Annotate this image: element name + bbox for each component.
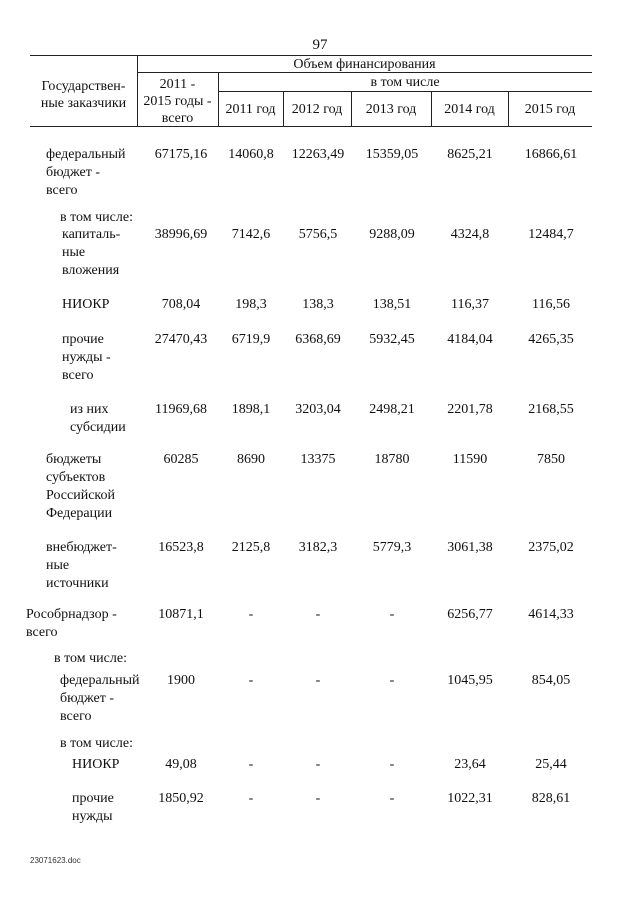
header-year: 2015 год [524, 102, 576, 117]
cell-year: - [248, 791, 254, 806]
row-label-line: всего [46, 183, 78, 198]
cell-year: 9288,09 [369, 227, 415, 242]
cell-year: - [248, 757, 254, 772]
cell-total: 10871,1 [158, 607, 204, 622]
row-label [26, 209, 185, 227]
cell-total: 1900 [167, 673, 195, 688]
cell-year: 5779,3 [372, 540, 412, 555]
cell-year: 8690 [237, 452, 265, 467]
header-total-line: 2011 - [159, 77, 196, 92]
row-label-line: из них [70, 402, 109, 417]
cell-year: 7850 [537, 452, 565, 467]
cell-year: - [389, 757, 395, 772]
row-label-line: ные [62, 245, 86, 260]
cell-year: 854,05 [531, 673, 571, 688]
cell-year: 6256,77 [447, 607, 493, 622]
cell-total: 60285 [163, 452, 199, 467]
row-label-line: НИОКР [62, 297, 110, 312]
row-label-line: бюджет - [46, 165, 100, 180]
cell-year: 25,44 [535, 757, 567, 772]
cell-year: 11590 [452, 452, 488, 467]
cell-year: - [389, 791, 395, 806]
row-label-line: субсидии [70, 420, 126, 435]
row-label-line: прочие [72, 791, 114, 806]
cell-year: 6719,9 [231, 332, 271, 347]
cell-year: 8625,21 [447, 147, 493, 162]
header-year: 2013 год [365, 102, 417, 117]
cell-total: 1850,92 [158, 791, 204, 806]
row-label-line: всего [26, 625, 58, 640]
cell-year: 1022,31 [447, 791, 493, 806]
cell-year: 4324,8 [450, 227, 490, 242]
cell-total: 67175,16 [154, 147, 208, 162]
cell-year: - [315, 791, 321, 806]
cell-year: 12484,7 [528, 227, 574, 242]
header-total-line: 2015 годы - [143, 94, 212, 109]
cell-total: 27470,43 [154, 332, 208, 347]
cell-total: 49,08 [165, 757, 197, 772]
cell-year: - [315, 757, 321, 772]
row-label-line: в том числе: [54, 651, 127, 666]
cell-year: - [248, 673, 254, 688]
row-label-line: федеральный [46, 147, 126, 162]
cell-year: 3182,3 [298, 540, 338, 555]
cell-year: 2498,21 [369, 402, 415, 417]
row-label-line: Рособрнадзор - [26, 607, 117, 622]
cell-year: 2375,02 [528, 540, 574, 555]
row-label-line: всего [60, 709, 92, 724]
cell-year: 5756,5 [298, 227, 338, 242]
document-filename: 23071623.doc [30, 856, 81, 865]
cell-year: 7142,6 [231, 227, 271, 242]
header-customer-line: Государствен- [41, 79, 126, 94]
header-funding: Объем финансирования [293, 57, 436, 72]
cell-year: 13375 [300, 452, 336, 467]
cell-year: 15359,05 [365, 147, 419, 162]
cell-year: 4614,33 [528, 607, 574, 622]
cell-year: 116,56 [532, 297, 570, 312]
row-label [26, 606, 151, 642]
cell-total: 38996,69 [154, 227, 208, 242]
cell-year: 1898,1 [231, 402, 271, 417]
cell-year: 2201,78 [447, 402, 493, 417]
header-total-line: всего [161, 111, 194, 126]
row-label-line: нужды - [62, 350, 111, 365]
row-label-line: вложения [62, 263, 120, 278]
row-label [26, 735, 185, 753]
cell-year: 3203,04 [295, 402, 341, 417]
row-label-line: субъектов [46, 470, 106, 485]
cell-year: 16866,61 [524, 147, 578, 162]
row-label-line: прочие [62, 332, 104, 347]
row-label-line: НИОКР [72, 757, 120, 772]
row-label [26, 650, 179, 668]
cell-year: 2125,8 [231, 540, 271, 555]
row-label-line: нужды [72, 809, 113, 824]
row-label-line: внебюджет- [46, 540, 117, 555]
cell-year: 138,3 [302, 297, 334, 312]
cell-year: 138,51 [372, 297, 412, 312]
cell-year: 4184,04 [447, 332, 493, 347]
cell-year: - [248, 607, 254, 622]
cell-year: - [389, 607, 395, 622]
cell-year: 198,3 [235, 297, 267, 312]
cell-year: 2168,55 [528, 402, 574, 417]
header-customer [30, 78, 137, 112]
header-including: в том числе [370, 75, 440, 90]
row-label-line: Федерации [46, 506, 113, 521]
row-label-line: в том числе: [60, 210, 133, 225]
row-label-line: бюджеты [46, 452, 102, 467]
page-number: 97 [312, 37, 328, 53]
row-label-line: Российской [46, 488, 115, 503]
cell-year: - [389, 673, 395, 688]
cell-year: 12263,49 [291, 147, 345, 162]
cell-year: 4265,35 [528, 332, 574, 347]
cell-total: 16523,8 [158, 540, 204, 555]
cell-year: - [315, 607, 321, 622]
row-label-line: всего [62, 368, 94, 383]
cell-year: 6368,69 [295, 332, 341, 347]
cell-year: 23,64 [454, 757, 486, 772]
header-customer-line: ные заказчики [40, 96, 127, 111]
including-under-line [218, 91, 592, 92]
cell-year: 828,61 [531, 791, 571, 806]
header-year: 2012 год [291, 102, 343, 117]
cell-total: 11969,68 [155, 402, 207, 417]
header-year: 2011 год [225, 102, 276, 117]
cell-year: 116,37 [451, 297, 489, 312]
cell-year: - [315, 673, 321, 688]
cell-year: 18780 [374, 452, 410, 467]
cell-year: 3061,38 [447, 540, 493, 555]
row-label-line: капиталь- [62, 227, 121, 242]
row-label-line: в том числе: [60, 736, 133, 751]
row-label-line: бюджет - [60, 691, 114, 706]
cell-year: 1045,95 [447, 673, 493, 688]
row-label-line: ные [46, 558, 70, 573]
cell-year: 5932,45 [369, 332, 415, 347]
cell-year: 14060,8 [228, 147, 274, 162]
header-year: 2014 год [444, 102, 495, 117]
header-total [137, 76, 218, 127]
row-label-line: федеральный [60, 673, 140, 688]
cell-total: 708,04 [161, 297, 201, 312]
row-label-line: источники [46, 576, 109, 591]
header-bottom-line [30, 126, 592, 127]
